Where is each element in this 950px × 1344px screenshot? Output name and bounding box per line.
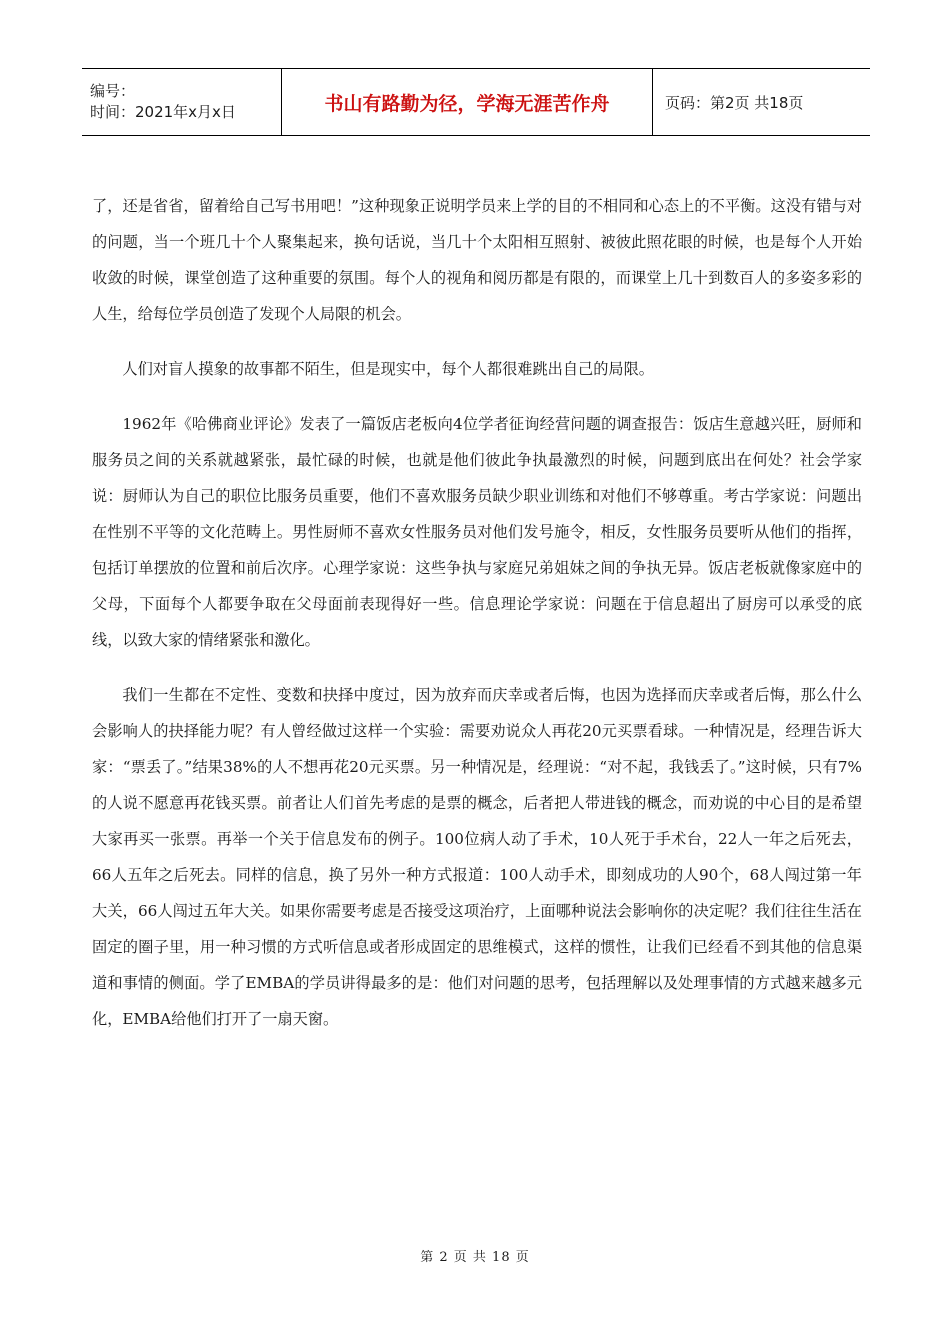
header-meta: [82, 69, 281, 135]
paragraph-2: 人们对盲人摸象的故事都不陌生，但是现实中，每个人都很难跳出自己的局限。: [122, 360, 654, 378]
header-page-info: [653, 69, 870, 135]
document-number-label: 编号：: [90, 82, 136, 100]
document-time-label: 时间：2021年x月x日: [90, 103, 236, 121]
footer-page-number: 第 2 页 共 18 页: [420, 1250, 530, 1265]
page-footer: [0, 1246, 950, 1265]
motto-text: 书山有路勤为径，学海无涯苦作舟: [324, 92, 610, 115]
paragraph-3: 1962年《哈佛商业评论》发表了一篇饭店老板向4位学者征询经营问题的调查报告：饭店生意越兴旺，厨师和服务员之间的关系就越紧张，最忙碌的时候，也就是他们彼此争执最激烈的时候，问题到底出在何处？社会学家说：厨师认为自己的职位比服务员重要，他们不喜欢服务员缺少职业训练和对他们不够尊重。考古学家说：问题出在性别不平等的文化范畴上。男性厨师不喜欢女性服务员对他们发号施令，相反，女性服务员要听从他们的指挥，包括订单摆放的位置和前后次序。心理学家说：这些争执与家庭兄弟姐妹之间的争执无异。饭店老板就像家庭中的父母，下面每个人都要争取在父母面前表现得好一些。信息理论学家说：问题在于信息超出了厨房可以承受的底线，以致大家的情绪紧张和激化。: [92, 415, 862, 649]
page-info-text: 页码：第2页 共18页: [665, 93, 804, 112]
paragraph-4: 我们一生都在不定性、变数和抉择中度过，因为放弃而庆幸或者后悔，也因为选择而庆幸或者后悔，那么什么会影响人的抉择能力呢？有人曾经做过这样一个实验：需要劝说众人再花20元买票看球。一种情况是，经理告诉大家：“票丢了。”结果38%的人不想再花20元买票。另一种情况是，经理说：“对不起，我钱丢了。”这时候，只有7%的人说不愿意再花钱买票。前者让人们首先考虑的是票的概念，后者把人带进钱的概念，而劝说的中心目的是希望大家再买一张票。再举一个关于信息发布的例子。100位病人动了手术，10人死于手术台，22人一年之后死去，66人五年之后死去。同样的信息，换了另外一种方式报道：100人动手术，即刻成功的人90个，68人闯过第一年大关，66人闯过五年大关。如果你需要考虑是否接受这项治疗，上面哪种说法会影响你的决定呢？我们往往生活在固定的圈子里，用一种习惯的方式听信息或者形成固定的思维模式，这样的惯性，让我们已经看不到其他的信息渠道和事情的侧面。学了EMBA的学员讲得最多的是：他们对问题的思考，包括理解以及处理事情的方式越来越多元化，EMBA给他们打开了一扇天窗。: [92, 686, 862, 1028]
header-motto: [281, 69, 653, 135]
document-body: [92, 188, 862, 1056]
page-header: [82, 68, 870, 136]
paragraph-1: 了，还是省省，留着给自己写书用吧！”这种现象正说明学员来上学的目的不相同和心态上的不平衡。这没有错与对的问题，当一个班几十个人聚集起来，换句话说，当几十个太阳相互照射、被彼此照花眼的时候，也是每个人开始收敛的时候，课堂创造了这种重要的氛围。每个人的视角和阅历都是有限的，而课堂上几十到数百人的多姿多彩的人生，给每位学员创造了发现个人局限的机会。: [92, 197, 862, 323]
